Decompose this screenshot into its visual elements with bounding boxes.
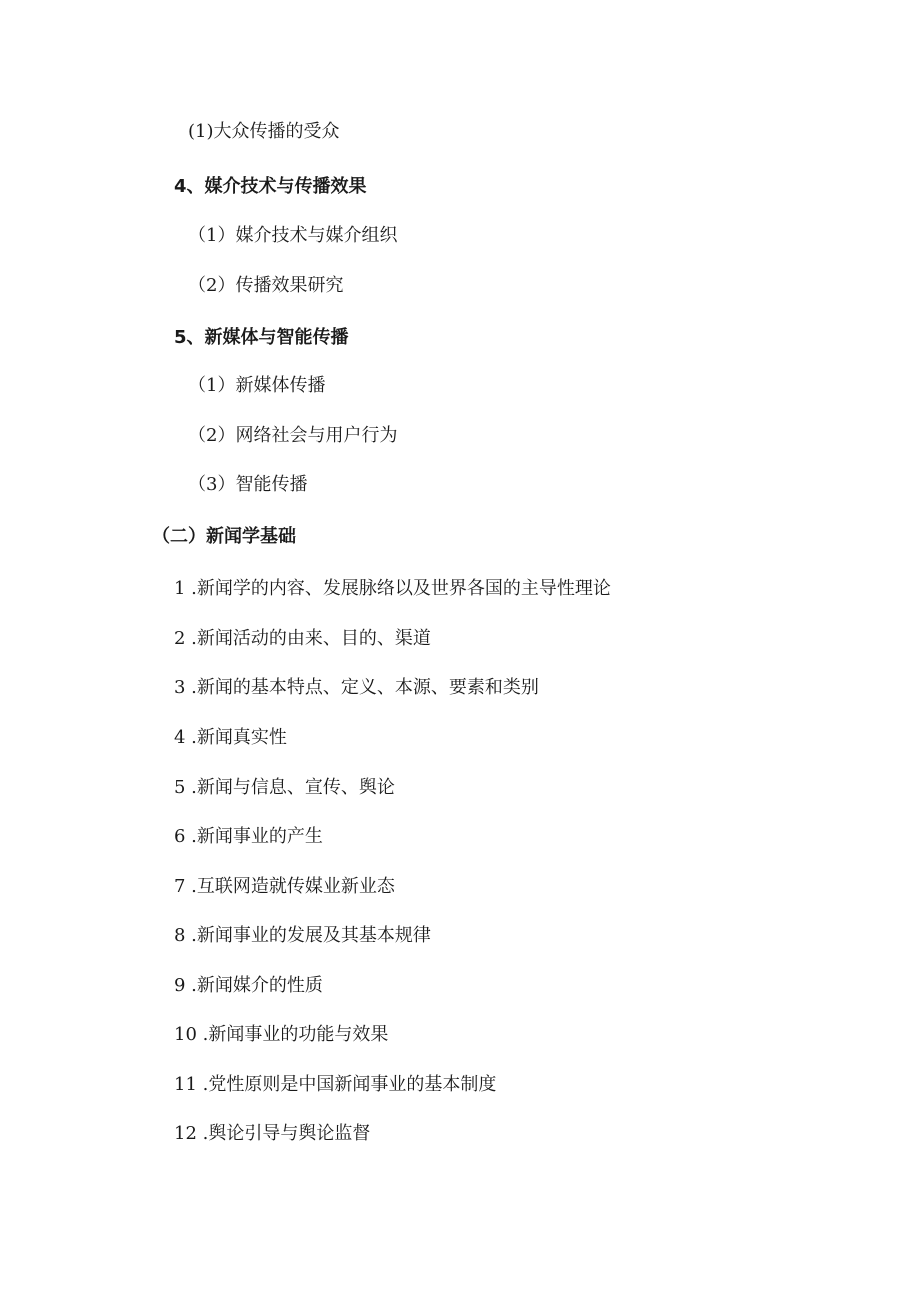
list-item: 1 .新闻学的内容、发展脉络以及世界各国的主导性理论	[174, 578, 611, 599]
list-item: 11 .党性原则是中国新闻事业的基本制度	[174, 1074, 497, 1095]
list-item: 3 .新闻的基本特点、定义、本源、要素和类别	[174, 677, 539, 698]
list-item: 8 .新闻事业的发展及其基本规律	[174, 925, 431, 946]
sub-item-network-society: （2）网络社会与用户行为	[188, 425, 398, 446]
list-item: 5 .新闻与信息、宣传、舆论	[174, 777, 395, 798]
list-item: 2 .新闻活动的由来、目的、渠道	[174, 628, 431, 649]
section-heading-new-media: 5、新媒体与智能传播	[174, 327, 349, 348]
chapter-heading-journalism: （二）新闻学基础	[152, 526, 296, 547]
list-item: 7 .互联网造就传媒业新业态	[174, 876, 395, 897]
list-item: 9 .新闻媒介的性质	[174, 975, 323, 996]
sub-item-effects-research: （2）传播效果研究	[188, 275, 344, 296]
list-item: 12 .舆论引导与舆论监督	[174, 1123, 371, 1144]
list-item: 4 .新闻真实性	[174, 727, 287, 748]
section-heading-media-technology: 4、媒介技术与传播效果	[174, 176, 367, 197]
sub-item-media-organization: （1）媒介技术与媒介组织	[188, 225, 398, 246]
sub-item-mass-audience: (1)大众传播的受众	[188, 121, 340, 142]
sub-item-intelligent-communication: （3）智能传播	[188, 474, 308, 495]
sub-item-new-media: （1）新媒体传播	[188, 375, 326, 396]
list-item: 10 .新闻事业的功能与效果	[174, 1024, 389, 1045]
list-item: 6 .新闻事业的产生	[174, 826, 323, 847]
